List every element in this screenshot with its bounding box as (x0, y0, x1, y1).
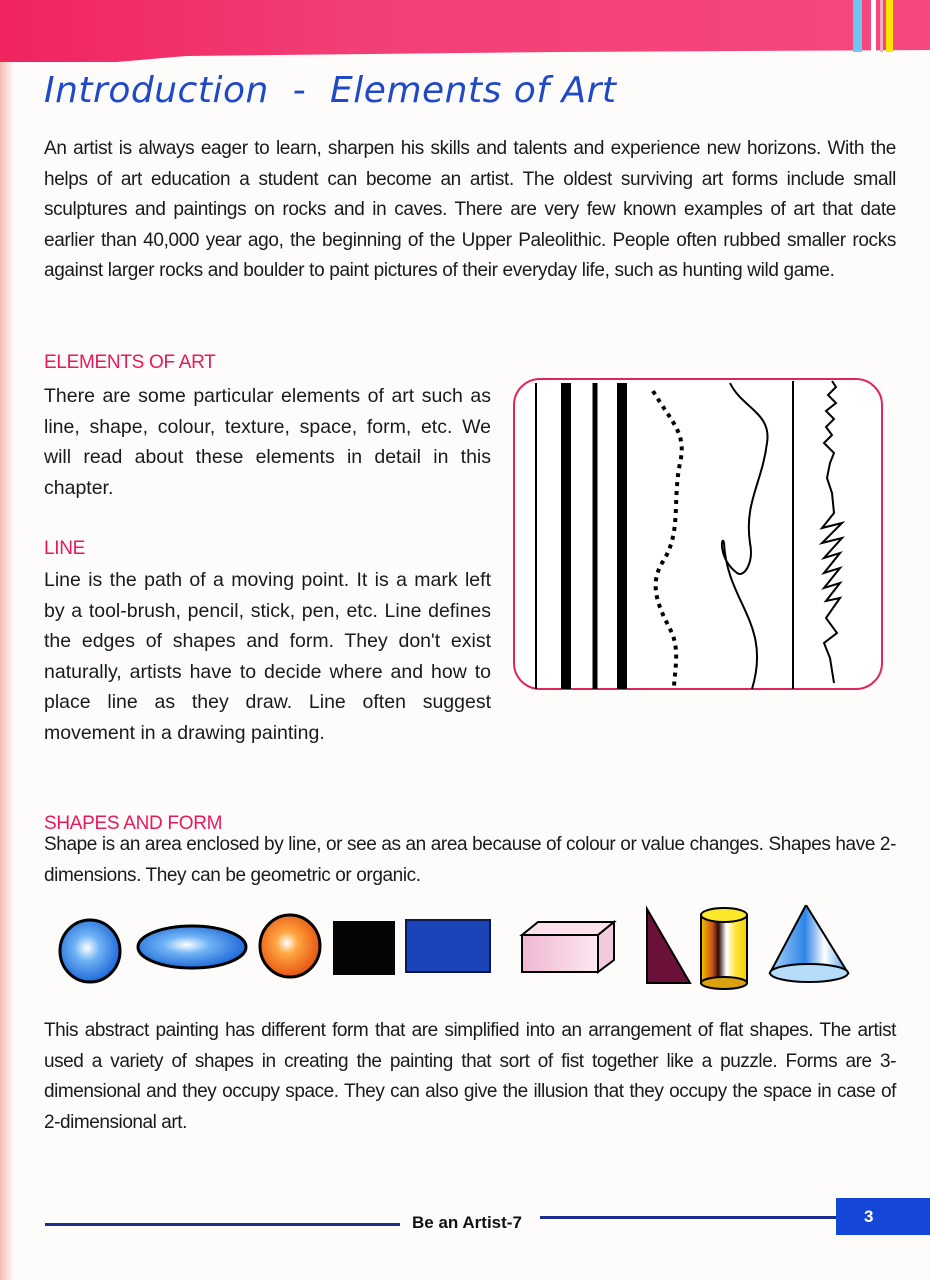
footer-rule-left (45, 1223, 400, 1226)
elements-paragraph: There are some particular elements of art such as line, shape, colour, texture, space, form, etc. We will read about these elements in detail in this chapter. (44, 385, 491, 499)
orange-sphere-shape (260, 915, 320, 977)
header-band (0, 0, 930, 62)
square-shape (333, 921, 395, 975)
header-stripe-pink (880, 0, 883, 52)
ellipse-shape (138, 926, 246, 968)
sphere-shape (60, 920, 120, 982)
line-types-figure (512, 373, 884, 693)
abstract-paragraph: This abstract painting has different form that are simplified into an arrangement of flat shapes. The artist used a variety of shapes in creating the painting that sort of fist together like a puzzle. Forms are 3-dimensional and they occupy space. They can also give the illusion that they occupy the space in case of 2-dimensional art. (44, 1020, 896, 1133)
page-edge-shadow (0, 60, 14, 1280)
header-stripe-blue (853, 0, 862, 52)
triangle-shape (647, 909, 690, 983)
page-number: 3 (836, 1198, 930, 1235)
intro-paragraph: An artist is always eager to learn, sharpen his skills and talents and experience new horizons. With the helps of art education a student can become an artist. The oldest surviving art forms include small sculptures and paintings on rocks and in caves. There are very few known examples of art that date earlier than 40,000 year ago, the beginning of the Upper Paleolithic. People often rubbed smaller rocks against larger rocks and boulder to paint pictures of their everyday life, such as hunting wild game. (44, 138, 896, 281)
heading-elements-of-art: ELEMENTS OF ART (44, 352, 216, 373)
shapes-figure (50, 905, 880, 995)
cylinder-shape (701, 908, 747, 989)
footer-rule-right (540, 1216, 837, 1219)
header-stripe-white (871, 0, 876, 52)
footer-book-title: Be an Artist-7 (412, 1213, 522, 1232)
rectangle-shape (406, 920, 490, 972)
header-stripe-yellow (886, 0, 893, 52)
line-paragraph: Line is the path of a moving point. It is a mark left by a tool-brush, pencil, stick, pen, etc. Line defines the edges of shapes and form. They don't exist naturally, artists have to decide where and how to place line as they draw. Line often suggest movement in a drawing painting. (44, 569, 491, 744)
heading-line: LINE (44, 538, 86, 559)
page-title: Introduction - Elements of Art (44, 70, 617, 111)
shapes-paragraph: Shape is an area enclosed by line, or see as an area because of colour or value changes. Shapes have 2- dimensions. They can be geometric or organic. (44, 834, 896, 886)
cone-shape (770, 905, 848, 982)
heading-shapes-and-form: SHAPES AND FORM (44, 813, 223, 834)
cuboid-shape (522, 922, 614, 972)
